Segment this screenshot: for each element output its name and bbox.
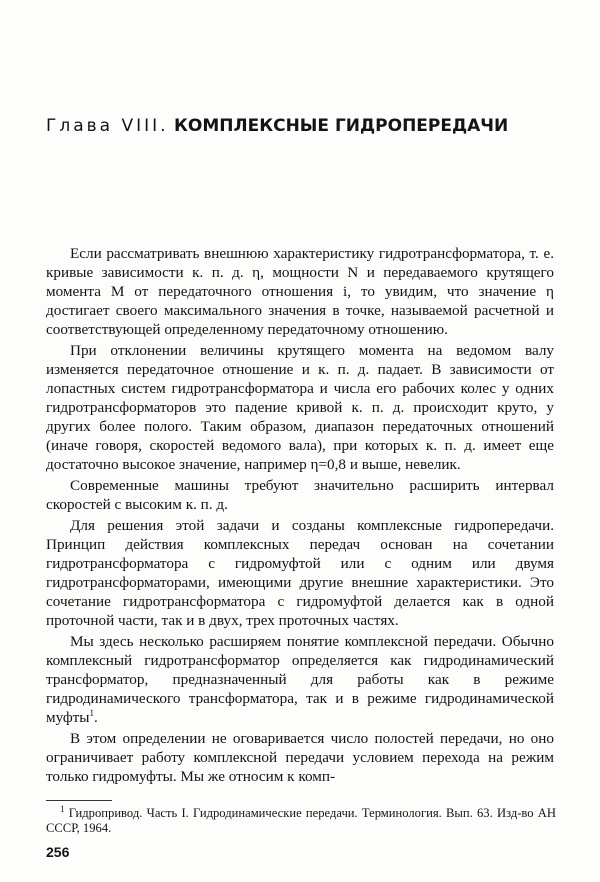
footnote-text	[46, 803, 556, 836]
chapter-label: Глава VIII.	[46, 116, 169, 136]
paragraph-4: Для решения этой задачи и созданы комплексные гидропередачи. Принцип действия комплексных передач основан на сочетании гидротрансформатора с гидромуфтой или с одним или двумя гидротрансформаторами, имеющими другие внешние характеристики. Это сочетание гидротрансформатора с гидромуфтой делается как в одной проточной части, так и в двух, трех проточных частях.	[46, 517, 554, 629]
footnote-body: Гидропривод. Часть I. Гидродинамические передачи. Терминология. Вып. 63. Изд-во АН СССР, 1964.	[46, 806, 556, 835]
paragraph-3: Современные машины требуют значительно расширить интервал скоростей с высоким к. п. д.	[46, 477, 554, 513]
paragraph-5-text: Мы здесь несколько расширяем понятие комплексной передачи. Обычно комплексный гидротрансформатор определяется как гидродинамический трансформатор, предназначенный для работы как в режиме гидродинамического трансформатора, так и в режиме гидродинамической муфты	[46, 633, 554, 726]
body-text	[46, 244, 554, 788]
footnote-reference: 1	[89, 707, 95, 718]
paragraph-2: При отклонении величины крутящего момента на ведомом валу изменяется передаточное отношение и к. п. д. падает. В зависимости от лопастных систем гидротрансформатора и числа его рабочих колес у одних гидротрансформаторов это падение кривой к. п. д. происходит круто, у других более полого. Таким образом, диапазон передаточных отношений (иначе говоря, скоростей ведомого вала), при которых к. п. д. имеет еще достаточно высокое значение, например η=0,8 и выше, невелик.	[46, 342, 554, 473]
footnote-mark: 1	[60, 803, 65, 814]
footnote-divider	[46, 800, 112, 801]
paragraph-5: Мы здесь несколько расширяем понятие комплексной передачи. Обычно комплексный гидротрансформатор определяется как гидродинамический трансформатор, предназначенный для работы как в режиме гидродинамического трансформатора, так и в режиме гидродинамической муфты$^1$.	[46, 633, 554, 726]
footnote	[46, 803, 556, 836]
chapter-heading	[46, 116, 566, 136]
paragraph-6: В этом определении не оговаривается число полостей передачи, но оно ограничивает работу комплексной передачи условием перехода на режим только гидромуфты. Мы же относим к комп-	[46, 730, 554, 785]
paragraph-1: Если рассматривать внешнюю характеристику гидротрансформатора, т. е. кривые зависимости к. п. д. η, мощности N и передаваемого крутящего момента M от передаточного отношения i, то увидим, что значение η достигает своего максимального значения в точке, называемой расчетной и соответствующей определенному передаточному отношению.	[46, 245, 554, 338]
chapter-title: КОМПЛЕКСНЫЕ ГИДРОПЕРЕДАЧИ	[173, 116, 509, 136]
page-number: 256	[46, 844, 70, 860]
